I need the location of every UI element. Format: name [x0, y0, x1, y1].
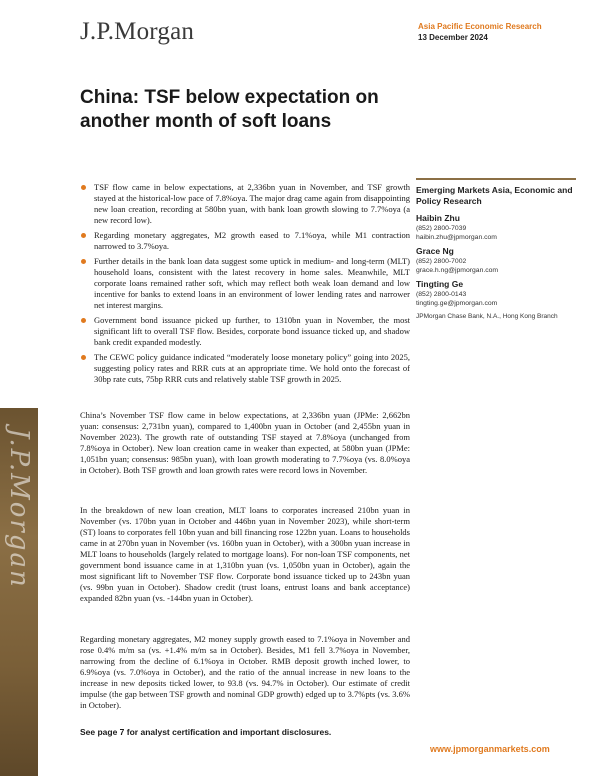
key-points-list: [80, 182, 410, 389]
key-point: Regarding monetary aggregates, M2 growth eased to 7.1%oya, while M1 contraction narrowed to 3.7%oya.: [80, 230, 410, 252]
author-card: [416, 213, 576, 242]
author-card: [416, 279, 576, 308]
author-email[interactable]: haibin.zhu@jpmorgan.com: [416, 234, 497, 241]
disclosures-note: See page 7 for analyst certification and important disclosures.: [80, 727, 332, 737]
bullet-dot-icon: [81, 318, 86, 323]
author-phone: (852) 2800-0143: [416, 291, 467, 298]
bullet-dot-icon: [81, 259, 86, 264]
bullet-dot-icon: [81, 185, 86, 190]
key-point: Government bond issuance picked up further, to 1310bn yuan in November, the most significant lift to overall TSF flow. Besides, corporate bond issuance ticked up, and shadow bank credit expanded modestly.: [80, 315, 410, 348]
author-email[interactable]: grace.h.ng@jpmorgan.com: [416, 267, 499, 274]
author-name: Tingting Ge: [416, 279, 464, 289]
author-email[interactable]: tingting.ge@jpmorgan.com: [416, 300, 498, 307]
jpmorgan-logo: J.P.Morgan: [80, 18, 195, 45]
author-card: [416, 246, 576, 275]
body-paragraph: In the breakdown of new loan creation, MLT loans to corporates increased 210bn yuan in November (vs. 170bn yuan in October and 446bn yuan in November 2023), while short-term (ST) loans to corporates fell 10bn yuan and bill financing rose 122bn yuan. Loans to households came in at 270bn yuan in November (vs. 160bn yuan in October), with a 300bn yuan increase in MLT loans to households (largely related to mortgage loans). For non-loan TSF components, net government bond issuance came in at 1,310bn yuan (vs. 1,050bn yuan in October), again the most significant lift to November TSF flow. Corporate bond issuance ticked up to 243bn yuan (vs. 99bn yuan in October). Shadow credit (trust loans, entrust loans and bank acceptance) expanded 82bn yuan (vs. -144bn yuan in October).: [80, 505, 410, 603]
strip-watermark-logo: J.P.Morgan: [4, 428, 34, 589]
key-point: Further details in the bank loan data suggest some uptick in medium- and long-term (MLT) household loans, consistent with the latest recovery in home sales. Meanwhile, MLT corporate loans remained rather soft, which may reflect both weak loan demand and low incentive for banks to extend loans in an environment of lower lending rates and narrower net interest margins.: [80, 256, 410, 311]
author-phone: (852) 2800-7039: [416, 225, 467, 232]
bank-entity: JPMorgan Chase Bank, N.A., Hong Kong Branch: [416, 313, 558, 320]
report-series: Asia Pacific Economic Research: [418, 22, 542, 31]
body-paragraph: China’s November TSF flow came in below expectations, at 2,336bn yuan (JPMe: 2,662bn yuan: consensus: 2,731bn yuan), compared to 1,400bn yuan in October (and 2,455bn yuan in November 2023). The growth rate of outstanding TSF stayed at 7.8%oya (unchanged from 7.8%oya in October). New loan creation came in weaker than expected, at 580bn yuan (JPMe: 1,051bn yuan; consensus: 985bn yuan), with loan growth moderating to 7.7%oya (vs. 8.0%oya in October). Both TSF growth and loan growth rates were record lows in November.: [80, 410, 410, 475]
report-header: [418, 22, 542, 42]
page-title: China: TSF below expectation on another month of soft loans: [80, 87, 379, 132]
report-date: 13 December 2024: [418, 33, 488, 42]
author-panel: [416, 178, 576, 321]
body-paragraph: Regarding monetary aggregates, M2 money supply growth eased to 7.1%oya in November and rose 0.4% m/m sa (vs. +1.4% m/m sa in October). Besides, M1 fell 3.7%oya in November, narrowing from the decline of 6.1%oya in October. RMB deposit growth inched lower, to 6.9%oya (vs. 7.0%oya in October), and the ratio of the annual increase in new loans to the increase in new deposits ticked lower, to 93.8 (vs. 94.7% in October). Our estimate of credit impulse (the gap between TSF growth and nominal GDP growth) edged up to 3.7%pts (vs. 3.6% in October).: [80, 634, 410, 710]
author-name: Grace Ng: [416, 246, 454, 256]
key-point: The CEWC policy guidance indicated “moderately loose monetary policy” going into 2025, suggesting policy rates and RRR cuts at an appropriate time. We hold onto the forecast of 30bp rate cuts, 75bp RRR cuts and relatively stable TSF growth in 2025.: [80, 352, 410, 385]
bullet-dot-icon: [81, 233, 86, 238]
decorative-side-strip: [0, 408, 38, 776]
key-point: TSF flow came in below expectations, at 2,336bn yuan in November, and TSF growth stayed at the historical-low pace of 7.8%oya. The major drag came again from disappointing new loan creation, recording at 580bn yuan, with bank loan growth slowing to 7.7%oya (a new record low).: [80, 182, 410, 226]
website-link[interactable]: www.jpmorganmarkets.com: [430, 744, 550, 754]
team-name: Emerging Markets Asia, Economic and Policy Research: [416, 178, 576, 207]
author-name: Haibin Zhu: [416, 213, 460, 223]
author-phone: (852) 2800-7002: [416, 258, 467, 265]
bullet-dot-icon: [81, 355, 86, 360]
